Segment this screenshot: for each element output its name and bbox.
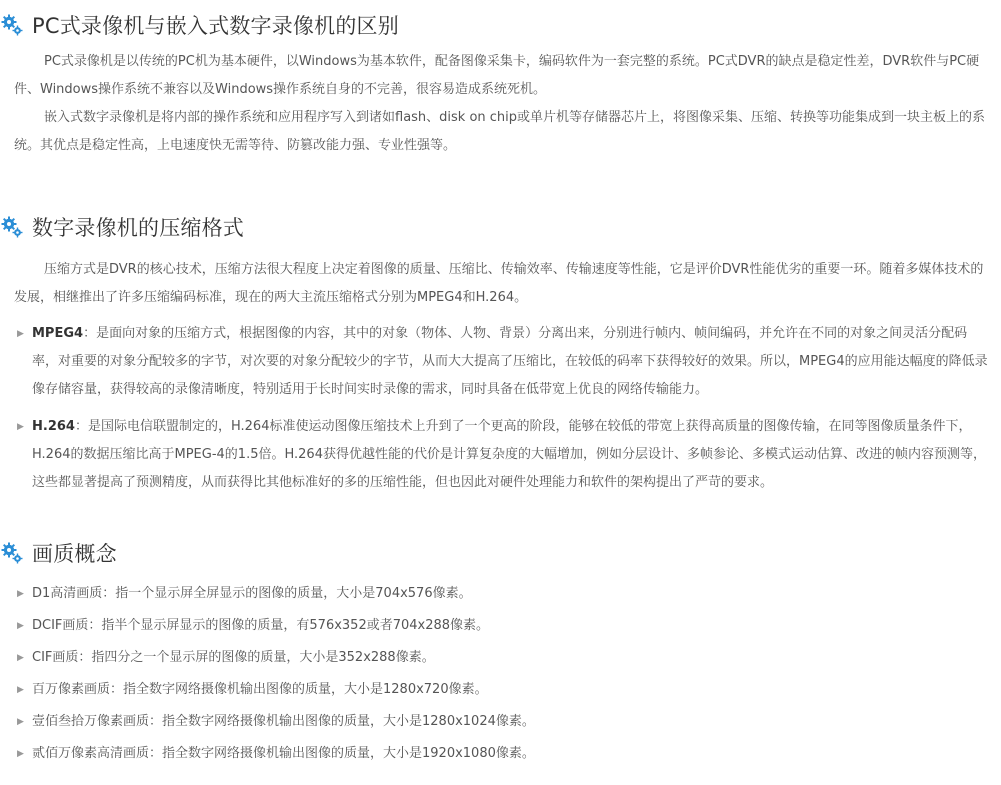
section-pc-vs-embedded xyxy=(0,10,991,160)
quality-text: 壹佰叁拾万像素画质：指全数字网络摄像机输出图像的质量，大小是1280x1024像素。 xyxy=(32,714,535,729)
quality-text: CIF画质：指四分之一个显示屏的图像的质量，大小是352x288像素。 xyxy=(32,650,435,665)
quality-text: D1高清画质：指一个显示屏全屏显示的图像的质量，大小是704x576像素。 xyxy=(32,586,472,601)
format-description: ：是面向对象的压缩方式，根据图像的内容，其中的对象（物体、人物、背景）分离出来，分别进行帧内、帧间编码，并允许在不同的对象之间灵活分配码率，对重要的对象分配较多的字节，对次要的对象分配较少的字节，从而大大提高了压缩比，在较低的码率下获得较好的效果。所以，MPEG4的应用能达幅度的降低录像存储容量，获得较高的录像清晰度，特别适用于长时间实时录像的需求，同时具备在低带宽上优良的网络传输能力。 xyxy=(32,326,988,397)
section-title: PC式录像机与嵌入式数字录像机的区别 xyxy=(32,14,399,38)
paragraph: PC式录像机是以传统的PC机为基本硬件，以Windows为基本软件，配备图像采集卡，编码软件为一套完整的系统。PC式DVR的缺点是稳定性差，DVR软件与PC硬件、Windows操作系统不兼容以及Windows操作系统自身的不完善，很容易造成系统死机。 xyxy=(14,54,980,97)
section-title: 画质概念 xyxy=(32,542,117,566)
section-heading xyxy=(0,10,991,40)
triangle-right-icon: ▶ xyxy=(17,685,24,695)
list-item xyxy=(14,320,991,404)
quality-list xyxy=(0,578,991,770)
paragraph: 压缩方式是DVR的核心技术，压缩方法很大程度上决定着图像的质量、压缩比、传输效率、传输速度等性能，它是评价DVR性能优劣的重要一环。随着多媒体技术的发展，相继推出了许多压缩编码标准，现在的两大主流压缩格式分别为MPEG4和H.264。 xyxy=(14,262,984,305)
paragraph: 嵌入式数字录像机是将内部的操作系统和应用程序写入到诸如flash、disk on chip或单片机等存储器芯片上，将图像采集、压缩、转换等功能集成到一块主板上的系统。其优点是稳定性高，上电速度快无需等待、防篡改能力强、专业性强等。 xyxy=(14,110,986,153)
format-description: ：是国际电信联盟制定的，H.264标准使运动图像压缩技术上升到了一个更高的阶段，能够在较低的带宽上获得高质量的图像传输，在同等图像质量条件下，H.264的数据压缩比高于MPEG-4的1.5倍。H.264获得优越性能的代价是计算复杂度的大幅增加，例如分层设计、多帧参论、多模式运动估算、改进的帧内容预测等，这些都显著提高了预测精度，从而获得比其他标准好的多的压缩性能，但也因此对硬件处理能力和软件的架构提出了严苛的要求。 xyxy=(32,419,986,490)
quality-text: 百万像素画质：指全数字网络摄像机输出图像的质量，大小是1280x720像素。 xyxy=(32,682,488,697)
format-term: H.264 xyxy=(32,419,75,434)
triangle-right-icon: ▶ xyxy=(17,749,24,759)
section-image-quality xyxy=(0,538,991,770)
triangle-right-icon: ▶ xyxy=(17,717,24,727)
list-item xyxy=(14,674,991,706)
section-heading xyxy=(0,538,991,568)
list-item xyxy=(14,578,991,610)
gears-icon xyxy=(0,215,24,239)
triangle-right-icon: ▶ xyxy=(17,422,24,432)
section-compression-formats xyxy=(0,212,991,506)
list-item xyxy=(14,610,991,642)
list-item xyxy=(14,642,991,674)
triangle-right-icon: ▶ xyxy=(17,329,24,339)
list-item xyxy=(14,738,991,770)
quality-text: DCIF画质：指半个显示屏显示的图像的质量，有576x352或者704x288像素。 xyxy=(32,618,490,633)
format-term: MPEG4 xyxy=(32,326,84,341)
gears-icon xyxy=(0,541,24,565)
list-item xyxy=(14,706,991,738)
section-title: 数字录像机的压缩格式 xyxy=(32,216,244,240)
format-list xyxy=(0,320,991,497)
triangle-right-icon: ▶ xyxy=(17,621,24,631)
quality-text: 贰佰万像素高清画质：指全数字网络摄像机输出图像的质量，大小是1920x1080像素。 xyxy=(32,746,535,761)
section-heading xyxy=(0,212,991,242)
gears-icon xyxy=(0,13,24,37)
triangle-right-icon: ▶ xyxy=(17,653,24,663)
list-item xyxy=(14,413,991,497)
triangle-right-icon: ▶ xyxy=(17,589,24,599)
